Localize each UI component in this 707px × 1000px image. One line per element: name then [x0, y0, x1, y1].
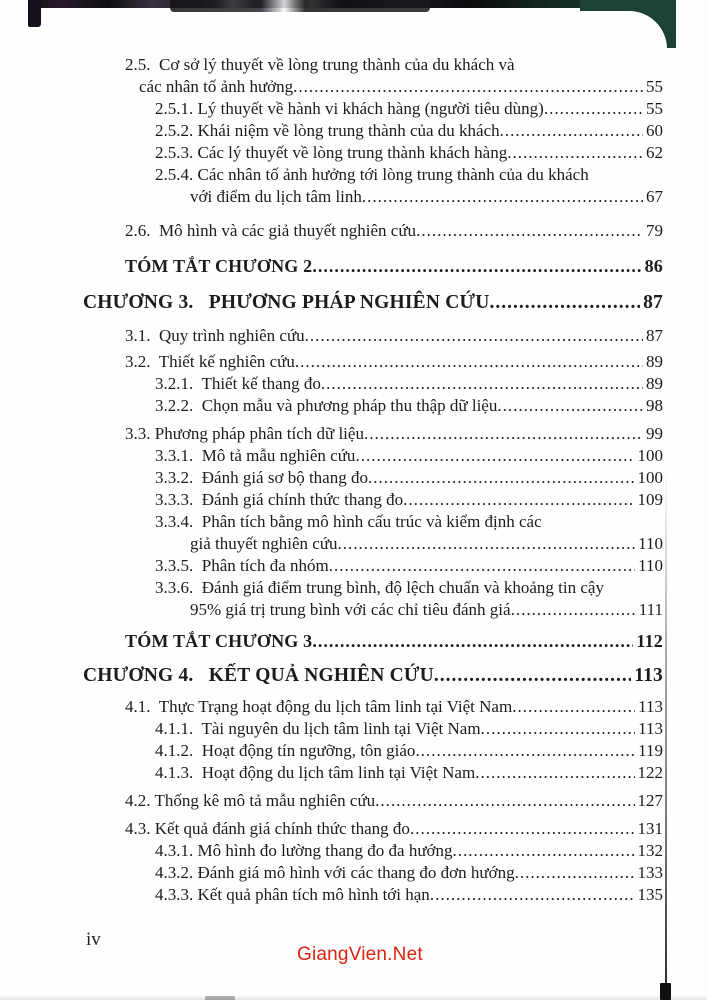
- toc-entry-text: 3.1. Quy trình nghiên cứu: [125, 326, 305, 345]
- toc-page-number: 86: [644, 256, 663, 276]
- toc-row: [83, 351, 663, 373]
- toc-row: [83, 220, 663, 242]
- toc-entry-text: 4.3. Kết quả đánh giá chính thức thang đo: [125, 819, 410, 838]
- toc-page-number: 113: [634, 665, 663, 686]
- toc-row: [83, 76, 663, 98]
- toc-entry-text: 95% giá trị trung bình với các chỉ tiêu đánh giá: [190, 600, 511, 619]
- toc-entry-text: 3.3.3. Đánh giá chính thức thang đo: [155, 490, 404, 509]
- toc-page-number: 67: [646, 187, 663, 206]
- toc-dot-leader: [497, 395, 643, 417]
- toc-row: [83, 862, 663, 884]
- toc-dot-leader: [415, 740, 635, 762]
- toc-entry-text: 2.5.4. Các nhân tố ảnh hưởng tới lòng trung thành của du khách: [155, 165, 589, 184]
- toc-entry-text: 2.5.1. Lý thuyết về hành vi khách hàng (người tiêu dùng): [155, 99, 544, 118]
- toc-page-number: 98: [646, 396, 663, 415]
- toc-entry-text: 4.1. Thực Trạng hoạt động du lịch tâm linh tại Việt Nam: [125, 697, 513, 716]
- toc-entry-text: 4.3.1. Mô hình đo lường thang đo đa hướng: [155, 841, 453, 860]
- toc-dot-leader: [512, 696, 635, 718]
- toc-row: [83, 467, 663, 489]
- toc-dot-leader: [434, 662, 631, 690]
- toc-entry-text: 4.1.2. Hoạt động tín ngưỡng, tôn giáo: [155, 741, 416, 760]
- toc-page-number: 100: [637, 446, 663, 465]
- toc-page-number: 87: [646, 326, 663, 345]
- watermark-text: GiangVien.Net: [297, 944, 423, 965]
- toc-page-number: 109: [637, 490, 663, 509]
- scan-edge-top-smudge: [170, 0, 430, 12]
- toc-row: [83, 489, 663, 511]
- toc-entry-text: 3.3.1. Mô tả mẫu nghiên cứu: [155, 446, 356, 465]
- toc-dot-leader: [515, 862, 635, 884]
- toc-dot-leader: [312, 254, 641, 279]
- toc-dot-leader: [453, 840, 635, 862]
- page-corner-green: [580, 0, 676, 48]
- toc-entry-text: 3.2. Thiết kế nghiên cứu: [125, 352, 295, 371]
- toc-row: [83, 423, 663, 445]
- toc-dot-leader: [507, 142, 643, 164]
- toc-page-number: 127: [637, 791, 663, 810]
- toc-entry-text: 2.5.3. Các lý thuyết về lòng trung thành khách hàng: [155, 143, 508, 162]
- toc-page-number: 135: [637, 885, 663, 904]
- toc-page-number: 122: [637, 763, 663, 782]
- toc-entry-text: các nhân tố ảnh hưởng: [139, 77, 294, 96]
- toc-dot-leader: [475, 762, 634, 784]
- toc-row-chapter-summary: [83, 629, 663, 654]
- toc-row: [83, 98, 663, 120]
- toc-row: [83, 186, 663, 208]
- toc-entry-text: CHƯƠNG 4. KẾT QUẢ NGHIÊN CỨU: [83, 665, 434, 686]
- toc-row: [83, 395, 663, 417]
- toc-page-number: 100: [637, 468, 663, 487]
- toc-row: [83, 142, 663, 164]
- toc-row: [83, 373, 663, 395]
- toc-dot-leader: [362, 186, 643, 208]
- toc-page-number: 110: [638, 556, 663, 575]
- toc-row: [83, 54, 663, 76]
- toc-dot-leader: [293, 76, 643, 98]
- toc-dot-leader: [430, 884, 635, 906]
- toc-row: [83, 884, 663, 906]
- scan-edge-bottom: [0, 995, 707, 1000]
- toc-row-chapter-summary: [83, 254, 663, 279]
- toc-dot-leader: [321, 373, 643, 395]
- toc-page-number: 87: [643, 292, 663, 313]
- toc-page-number: 99: [646, 424, 663, 443]
- toc-dot-leader: [416, 220, 643, 242]
- toc-dot-leader: [481, 718, 636, 740]
- toc-row: [83, 740, 663, 762]
- toc-row: [83, 577, 663, 599]
- toc-entry-text: TÓM TẮT CHƯƠNG 3: [125, 631, 313, 651]
- toc-page-number: 89: [646, 374, 663, 393]
- toc-dot-leader: [355, 445, 634, 467]
- toc-row-chapter-heading: [83, 289, 663, 317]
- toc-entry-text: 3.3.4. Phân tích bằng mô hình cấu trúc và kiểm định các: [155, 512, 542, 531]
- toc-row: [83, 164, 663, 186]
- toc-dot-leader: [544, 98, 643, 120]
- toc-entry-text: 3.3.5. Phân tích đa nhóm: [155, 556, 329, 575]
- toc-page-number: 62: [646, 143, 663, 162]
- toc-page-number: 79: [646, 221, 663, 240]
- toc-page-number: 111: [638, 600, 663, 619]
- toc-row: [83, 599, 663, 621]
- page-number-folio: iv: [86, 929, 101, 950]
- toc-dot-leader: [329, 555, 635, 577]
- toc-page-number: 112: [636, 631, 663, 651]
- toc-row: [83, 325, 663, 347]
- toc-entry-text: 3.3.2. Đánh giá sơ bộ thang đo: [155, 468, 368, 487]
- toc-dot-leader: [410, 818, 635, 840]
- toc-page-number: 110: [638, 534, 663, 553]
- toc-entry-text: 2.5.2. Khái niệm về lòng trung thành của du khách: [155, 121, 500, 140]
- toc-row: [83, 818, 663, 840]
- toc-dot-leader: [364, 423, 643, 445]
- toc-dot-leader: [375, 790, 634, 812]
- toc-dot-leader: [295, 351, 643, 373]
- toc-entry-text: giả thuyết nghiên cứu: [190, 534, 338, 553]
- toc-entry-text: TÓM TẮT CHƯƠNG 2: [125, 256, 313, 276]
- toc-row: [83, 696, 663, 718]
- toc-dot-leader: [403, 489, 634, 511]
- toc-dot-leader: [368, 467, 635, 489]
- toc-row: [83, 790, 663, 812]
- toc-page-number: 55: [646, 99, 663, 118]
- toc-entry-text: 3.3. Phương pháp phân tích dữ liệu: [125, 424, 364, 443]
- binding-mark-top-left: [28, 0, 41, 27]
- toc-dot-leader: [500, 120, 643, 142]
- toc-entry-text: 2.6. Mô hình và các giả thuyết nghiên cứu: [125, 221, 417, 240]
- toc-entry-text: 4.1.3. Hoạt động du lịch tâm linh tại Việt Nam: [155, 763, 476, 782]
- toc-entry-text: 4.2. Thống kê mô tả mẫu nghiên cứu: [125, 791, 376, 810]
- toc-row: [83, 555, 663, 577]
- toc-entry-text: 2.5. Cơ sở lý thuyết về lòng trung thành của du khách và: [125, 55, 515, 74]
- toc-page-number: 60: [646, 121, 663, 140]
- scan-edge-right: [665, 470, 667, 986]
- toc-page-number: 119: [638, 741, 663, 760]
- toc-page-number: 133: [637, 863, 663, 882]
- toc-row: [83, 718, 663, 740]
- toc-page-number: 132: [637, 841, 663, 860]
- toc-row: [83, 445, 663, 467]
- toc-dot-leader: [511, 599, 636, 621]
- toc-row: [83, 762, 663, 784]
- toc-page-number: 89: [646, 352, 663, 371]
- table-of-contents: [83, 54, 663, 906]
- toc-dot-leader: [312, 629, 633, 654]
- toc-entry-text: 3.3.6. Đánh giá điểm trung bình, độ lệch chuẩn và khoảng tin cậy: [155, 578, 604, 597]
- toc-page-number: 113: [638, 719, 663, 738]
- toc-page-number: 55: [646, 77, 663, 96]
- toc-dot-leader: [490, 289, 641, 317]
- toc-row: [83, 840, 663, 862]
- toc-entry-text: 4.3.2. Đánh giá mô hình với các thang đo đơn hướng: [155, 863, 515, 882]
- toc-page-number: 131: [637, 819, 663, 838]
- toc-row: [83, 511, 663, 533]
- toc-row-chapter-heading: [83, 662, 663, 690]
- toc-entry-text: 4.3.3. Kết quả phân tích mô hình tới hạn: [155, 885, 430, 904]
- toc-dot-leader: [305, 325, 643, 347]
- toc-entry-text: 3.2.1. Thiết kế thang đo: [155, 374, 321, 393]
- toc-entry-text: với điểm du lịch tâm linh: [190, 187, 362, 206]
- toc-entry-text: 4.1.1. Tài nguyên du lịch tâm linh tại Việt Nam: [155, 719, 481, 738]
- toc-page-number: 113: [638, 697, 663, 716]
- toc-dot-leader: [338, 533, 636, 555]
- toc-entry-text: 3.2.2. Chọn mẫu và phương pháp thu thập dữ liệu: [155, 396, 498, 415]
- toc-entry-text: CHƯƠNG 3. PHƯƠNG PHÁP NGHIÊN CỨU: [83, 292, 490, 313]
- toc-row: [83, 533, 663, 555]
- toc-row: [83, 120, 663, 142]
